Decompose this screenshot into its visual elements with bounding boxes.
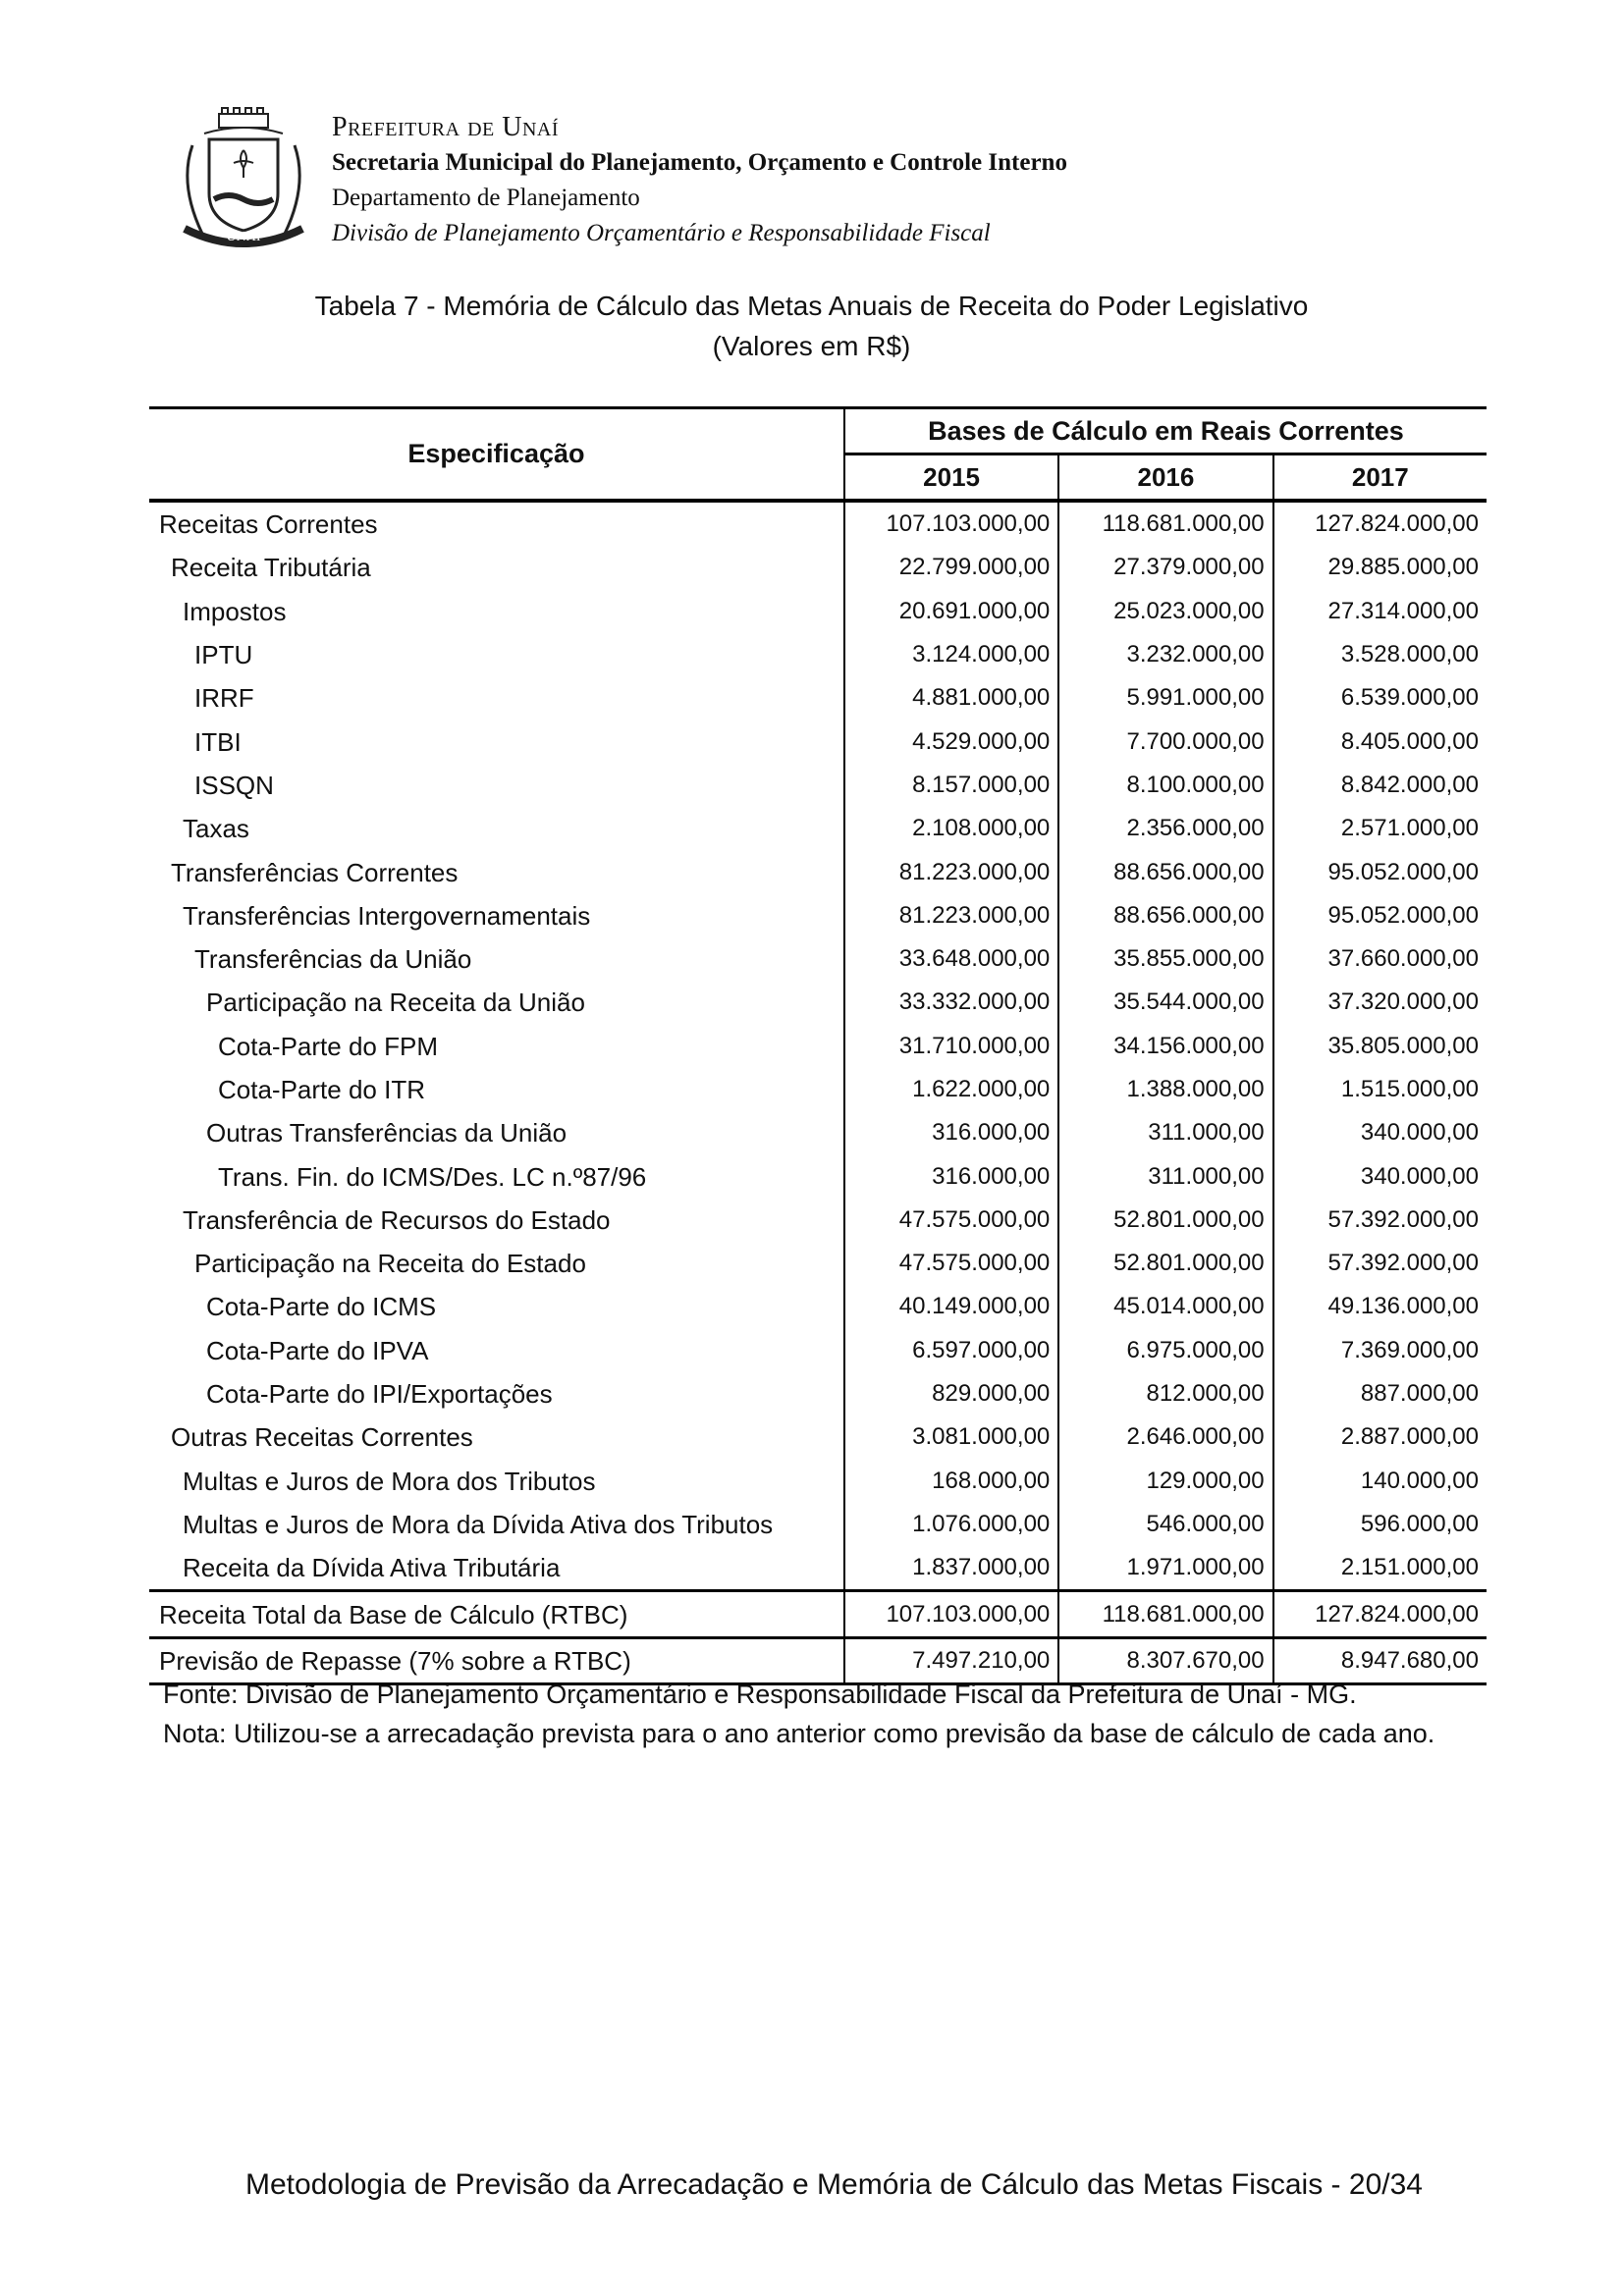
table-notes	[163, 1675, 1479, 1753]
row-value: 316.000,00	[844, 1154, 1058, 1198]
row-value: 6.975.000,00	[1058, 1329, 1272, 1372]
row-label: IPTU	[194, 640, 253, 670]
table-row	[149, 1546, 1487, 1591]
row-label: Previsão de Repasse (7% sobre a RTBC)	[149, 1637, 844, 1683]
table-row	[149, 1503, 1487, 1546]
row-value: 127.824.000,00	[1273, 1591, 1487, 1637]
row-value: 33.332.000,00	[844, 981, 1058, 1024]
row-label: Multas e Juros de Mora da Dívida Ativa dos Tributos	[183, 1509, 774, 1539]
row-value: 95.052.000,00	[1273, 850, 1487, 893]
row-value: 1.622.000,00	[844, 1068, 1058, 1111]
table-body	[149, 501, 1487, 1684]
row-value: 7.700.000,00	[1058, 720, 1272, 763]
row-value: 2.646.000,00	[1058, 1415, 1272, 1459]
row-value: 2.356.000,00	[1058, 807, 1272, 850]
row-value: 3.232.000,00	[1058, 633, 1272, 676]
table-row	[149, 1111, 1487, 1154]
row-label: ISSQN	[194, 770, 274, 800]
row-label: Outras Transferências da União	[206, 1118, 568, 1148]
row-label: IRRF	[194, 683, 254, 714]
row-value: 1.076.000,00	[844, 1503, 1058, 1546]
row-value: 311.000,00	[1058, 1154, 1272, 1198]
row-value: 340.000,00	[1273, 1154, 1487, 1198]
table-row	[149, 764, 1487, 807]
row-value: 3.124.000,00	[844, 633, 1058, 676]
row-value: 52.801.000,00	[1058, 1199, 1272, 1242]
table-row	[149, 546, 1487, 589]
row-value: 8.405.000,00	[1273, 720, 1487, 763]
row-value: 8.100.000,00	[1058, 764, 1272, 807]
table-row	[149, 894, 1487, 937]
row-label: Participação na Receita da União	[206, 988, 585, 1018]
table-row	[149, 981, 1487, 1024]
row-label: Transferência de Recursos do Estado	[183, 1204, 611, 1235]
row-value: 812.000,00	[1058, 1372, 1272, 1415]
row-value: 316.000,00	[844, 1111, 1058, 1154]
table-row	[149, 1285, 1487, 1328]
row-value: 4.529.000,00	[844, 720, 1058, 763]
org-name: Prefeitura de Unaí	[332, 112, 559, 142]
row-value: 49.136.000,00	[1273, 1285, 1487, 1328]
table-row	[149, 676, 1487, 720]
row-value: 118.681.000,00	[1058, 1591, 1272, 1637]
row-value: 35.855.000,00	[1058, 937, 1272, 981]
table-row	[149, 1025, 1487, 1068]
row-label: Transferências da União	[194, 944, 472, 975]
row-value: 81.223.000,00	[844, 894, 1058, 937]
row-value: 27.314.000,00	[1273, 590, 1487, 633]
row-value: 6.539.000,00	[1273, 676, 1487, 720]
row-value: 29.885.000,00	[1273, 546, 1487, 589]
row-value: 2.571.000,00	[1273, 807, 1487, 850]
table-subtitle: (Valores em R$)	[712, 331, 911, 361]
year-column-header: 2017	[1273, 454, 1487, 502]
row-label: Participação na Receita do Estado	[194, 1249, 586, 1279]
row-value: 47.575.000,00	[844, 1242, 1058, 1285]
row-label: ITBI	[194, 726, 242, 757]
department-name: Departamento de Planejamento	[332, 185, 640, 211]
crest-banner-text: UNAÍ	[226, 230, 261, 244]
source-note: Fonte: Divisão de Planejamento Orçamentário e Responsabilidade Fiscal da Prefeitura de Unaí - MG.	[163, 1680, 1357, 1709]
row-label: Receita da Dívida Ativa Tributária	[183, 1553, 561, 1583]
row-value: 596.000,00	[1273, 1503, 1487, 1546]
table-row	[149, 1372, 1487, 1415]
row-value: 37.660.000,00	[1273, 937, 1487, 981]
row-label: Cota-Parte do ICMS	[206, 1292, 437, 1322]
table-row	[149, 590, 1487, 633]
row-value: 5.991.000,00	[1058, 676, 1272, 720]
row-label: Transferências Intergovernamentais	[183, 900, 591, 931]
table-row	[149, 720, 1487, 763]
row-value: 22.799.000,00	[844, 546, 1058, 589]
municipal-coat-of-arms-icon	[175, 106, 312, 253]
row-label: Cota-Parte do FPM	[218, 1031, 438, 1061]
table-row	[149, 1154, 1487, 1198]
row-value: 1.971.000,00	[1058, 1546, 1272, 1591]
row-value: 35.805.000,00	[1273, 1025, 1487, 1068]
row-label: Receitas Correntes	[159, 509, 378, 540]
row-value: 33.648.000,00	[844, 937, 1058, 981]
table-row	[149, 1591, 1487, 1637]
row-value: 829.000,00	[844, 1372, 1058, 1415]
group-column-header: Bases de Cálculo em Reais Correntes	[844, 408, 1487, 454]
row-value: 340.000,00	[1273, 1111, 1487, 1154]
row-value: 95.052.000,00	[1273, 894, 1487, 937]
year-column-header: 2015	[844, 454, 1058, 502]
row-value: 8.842.000,00	[1273, 764, 1487, 807]
row-value: 6.597.000,00	[844, 1329, 1058, 1372]
row-label: Transferências Correntes	[171, 857, 459, 887]
row-value: 37.320.000,00	[1273, 981, 1487, 1024]
table-row	[149, 1199, 1487, 1242]
row-label: Taxas	[183, 814, 249, 844]
table-row	[149, 1329, 1487, 1372]
year-column-header: 2016	[1058, 454, 1272, 502]
table-row	[149, 1242, 1487, 1285]
table-row	[149, 1460, 1487, 1503]
row-value: 4.881.000,00	[844, 676, 1058, 720]
row-value: 52.801.000,00	[1058, 1242, 1272, 1285]
row-value: 2.887.000,00	[1273, 1415, 1487, 1459]
row-value: 20.691.000,00	[844, 590, 1058, 633]
row-value: 81.223.000,00	[844, 850, 1058, 893]
row-label: Receita Tributária	[171, 553, 371, 583]
row-value: 8.157.000,00	[844, 764, 1058, 807]
row-value: 57.392.000,00	[1273, 1242, 1487, 1285]
page-footer: Metodologia de Previsão da Arrecadação e Memória de Cálculo das Metas Fiscais - 20/34	[245, 2168, 1423, 2201]
row-value: 168.000,00	[844, 1460, 1058, 1503]
table-row	[149, 633, 1487, 676]
row-value: 1.515.000,00	[1273, 1068, 1487, 1111]
row-label: Cota-Parte do ITR	[218, 1075, 425, 1104]
table-row	[149, 850, 1487, 893]
row-value: 107.103.000,00	[844, 1591, 1058, 1637]
row-value: 7.497.210,00	[844, 1637, 1058, 1683]
method-note: Nota: Utilizou-se a arrecadação prevista para o ano anterior como previsão da base de cálculo de cada ano.	[163, 1719, 1435, 1748]
row-value: 47.575.000,00	[844, 1199, 1058, 1242]
row-value: 35.544.000,00	[1058, 981, 1272, 1024]
row-value: 45.014.000,00	[1058, 1285, 1272, 1328]
row-value: 129.000,00	[1058, 1460, 1272, 1503]
row-value: 31.710.000,00	[844, 1025, 1058, 1068]
row-value: 34.156.000,00	[1058, 1025, 1272, 1068]
revenue-table	[149, 406, 1487, 1685]
table-row	[149, 807, 1487, 850]
division-name: Divisão de Planejamento Orçamentário e Responsabilidade Fiscal	[332, 220, 991, 246]
spec-column-header: Especificação	[149, 408, 844, 502]
table-row	[149, 1415, 1487, 1459]
row-label: Cota-Parte do IPVA	[206, 1335, 429, 1365]
row-value: 8.947.680,00	[1273, 1637, 1487, 1683]
row-value: 3.528.000,00	[1273, 633, 1487, 676]
table-row	[149, 937, 1487, 981]
row-label: Cota-Parte do IPI/Exportações	[206, 1379, 553, 1410]
row-value: 1.388.000,00	[1058, 1068, 1272, 1111]
row-value: 7.369.000,00	[1273, 1329, 1487, 1372]
row-value: 40.149.000,00	[844, 1285, 1058, 1328]
row-value: 1.837.000,00	[844, 1546, 1058, 1591]
row-value: 8.307.670,00	[1058, 1637, 1272, 1683]
row-value: 3.081.000,00	[844, 1415, 1058, 1459]
table-row	[149, 501, 1487, 546]
row-label: Trans. Fin. do ICMS/Des. LC n.º87/96	[218, 1161, 647, 1192]
row-label: Outras Receitas Correntes	[171, 1422, 473, 1453]
row-value: 88.656.000,00	[1058, 850, 1272, 893]
row-value: 311.000,00	[1058, 1111, 1272, 1154]
row-value: 88.656.000,00	[1058, 894, 1272, 937]
row-value: 2.151.000,00	[1273, 1546, 1487, 1591]
row-value: 140.000,00	[1273, 1460, 1487, 1503]
row-value: 887.000,00	[1273, 1372, 1487, 1415]
row-value: 127.824.000,00	[1273, 501, 1487, 546]
row-label: Multas e Juros de Mora dos Tributos	[183, 1466, 596, 1496]
row-value: 118.681.000,00	[1058, 501, 1272, 546]
table-row	[149, 1068, 1487, 1111]
row-value: 107.103.000,00	[844, 501, 1058, 546]
row-label: Receita Total da Base de Cálculo (RTBC)	[149, 1591, 844, 1637]
row-value: 27.379.000,00	[1058, 546, 1272, 589]
table-title: Tabela 7 - Memória de Cálculo das Metas Anuais de Receita do Poder Legislativo	[314, 291, 1309, 321]
row-label: Impostos	[183, 596, 287, 626]
row-value: 25.023.000,00	[1058, 590, 1272, 633]
row-value: 57.392.000,00	[1273, 1199, 1487, 1242]
row-value: 546.000,00	[1058, 1503, 1272, 1546]
row-value: 2.108.000,00	[844, 807, 1058, 850]
secretariat-name: Secretaria Municipal do Planejamento, Orçamento e Controle Interno	[332, 149, 1067, 176]
